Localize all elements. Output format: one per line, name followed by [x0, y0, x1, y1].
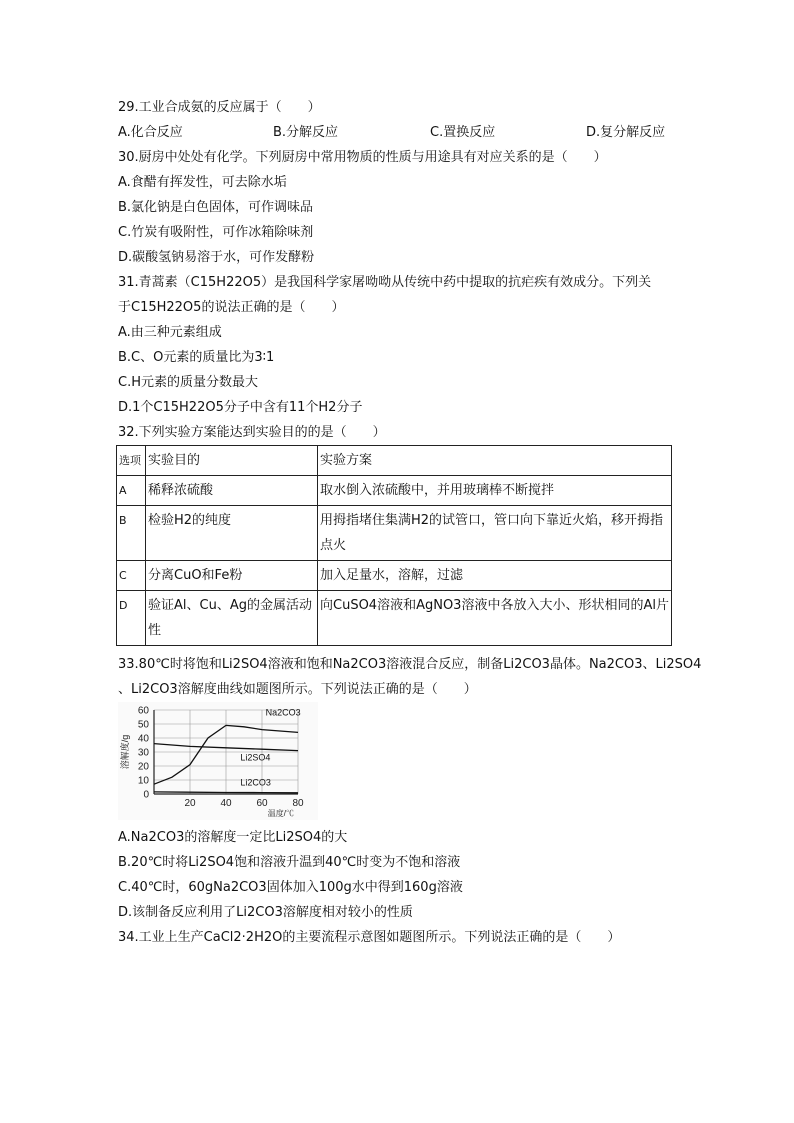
table-row [117, 476, 672, 506]
q31-stem-line2: 于C15H22O5的说法正确的是（ ） [118, 300, 345, 315]
table-cell-purpose: 验证Al、Cu、Ag的金属活动性 [146, 591, 318, 646]
table-cell-plan: 取水倒入浓硫酸中，并用玻璃棒不断搅拌 [318, 476, 672, 506]
q30-option-a: A.食醋有挥发性，可去除水垢 [118, 175, 287, 190]
q33-stem-line1: 33.80℃时将饱和Li2SO4溶液和饱和Na2CO3溶液混合反应，制备Li2CO3晶体。Na2CO3、Li2SO4 [118, 657, 702, 672]
chart-x-tick-label: 80 [292, 798, 304, 809]
chart-y-tick-label: 10 [137, 775, 149, 787]
solubility-chart [118, 702, 318, 820]
chart-series-label-li2so4: Li2SO4 [240, 752, 271, 763]
table-cell-plan: 向CuSO4溶液和AgNO3溶液中各放入大小、形状相同的Al片 [318, 591, 672, 646]
q29-stem: 29.工业合成氨的反应属于（ ） [118, 100, 321, 115]
table-cell-plan: 加入足量水，溶解，过滤 [318, 561, 672, 591]
table-header-purpose: 实验目的 [146, 446, 318, 476]
q30-stem: 30.厨房中处处有化学。下列厨房中常用物质的性质与用途具有对应关系的是（ ） [118, 150, 607, 165]
q33-option-c: C.40℃时，60gNa2CO3固体加入100g水中得到160g溶液 [118, 880, 463, 895]
chart-y-tick-label: 30 [137, 747, 149, 759]
chart-x-tick-label: 60 [256, 798, 268, 809]
chart-x-tick-label: 20 [184, 798, 196, 809]
q30-option-c: C.竹炭有吸附性，可作冰箱除味剂 [118, 225, 314, 240]
q31-option-a: A.由三种元素组成 [118, 325, 222, 340]
q31-option-d: D.1个C15H22O5分子中含有11个H2分子 [118, 400, 363, 415]
chart-y-axis-label: 溶解度/g [120, 734, 130, 770]
table-cell-option: A [117, 476, 146, 506]
q33-option-a: A.Na2CO3的溶解度一定比Li2SO4的大 [118, 830, 348, 845]
table-cell-option: D [117, 591, 146, 646]
q29-option-d: D.复分解反应 [586, 125, 666, 140]
q30-option-b: B.氯化钠是白色固体，可作调味品 [118, 200, 314, 215]
table-row [117, 561, 672, 591]
chart-series-label-li2co3: Li2CO3 [240, 777, 271, 788]
q29-option-a: A.化合反应 [118, 125, 183, 140]
table-cell-purpose: 分离CuO和Fe粉 [146, 561, 318, 591]
chart-x-tick-label: 40 [220, 798, 232, 809]
chart-y-tick-label: 60 [137, 705, 149, 717]
table-header-row [117, 446, 672, 476]
q33-option-d: D.该制备反应利用了Li2CO3溶解度相对较小的性质 [118, 905, 413, 920]
chart-y-tick-label: 0 [143, 789, 149, 801]
chart-y-tick-label: 20 [137, 761, 149, 773]
table-header-plan: 实验方案 [318, 446, 672, 476]
chart-y-tick-label: 40 [137, 733, 149, 745]
table-cell-plan: 用拇指堵住集满H2的试管口，管口向下靠近火焰，移开拇指点火 [318, 506, 672, 561]
table-cell-purpose: 检验H2的纯度 [146, 506, 318, 561]
q32-stem: 32.下列实验方案能达到实验目的的是（ ） [118, 425, 386, 440]
chart-series-line-li2co3 [154, 792, 298, 793]
table-row [117, 506, 672, 561]
table-cell-purpose: 稀释浓硫酸 [146, 476, 318, 506]
table-header-option: 选项 [117, 446, 146, 476]
q33-stem-line2: 、Li2CO3溶解度曲线如题图所示。下列说法正确的是（ ） [118, 682, 477, 697]
q29-option-b: B.分解反应 [273, 125, 339, 140]
chart-x-axis-label: 温度/℃ [267, 809, 294, 818]
table-cell-option: C [117, 561, 146, 591]
q31-option-b: B.C、O元素的质量比为3∶1 [118, 350, 275, 365]
q30-option-d: D.碳酸氢钠易溶于水，可作发酵粉 [118, 250, 315, 265]
q33-option-b: B.20℃时将Li2SO4饱和溶液升温到40℃时变为不饱和溶液 [118, 855, 461, 870]
q31-stem-line1: 31.青蒿素（C15H22O5）是我国科学家屠呦呦从传统中药中提取的抗疟疾有效成分。下列关 [118, 275, 652, 290]
table-cell-option: B [117, 506, 146, 561]
chart-series-label-na2co3: Na2CO3 [265, 707, 301, 718]
q29-option-c: C.置换反应 [430, 125, 496, 140]
chart-y-tick-label: 50 [137, 719, 149, 731]
q31-option-c: C.H元素的质量分数最大 [118, 375, 258, 390]
experiment-table [116, 445, 672, 646]
q34-stem: 34.工业上生产CaCl2·2H2O的主要流程示意图如题图所示。下列说法正确的是（ ） [118, 930, 621, 945]
table-row [117, 591, 672, 646]
